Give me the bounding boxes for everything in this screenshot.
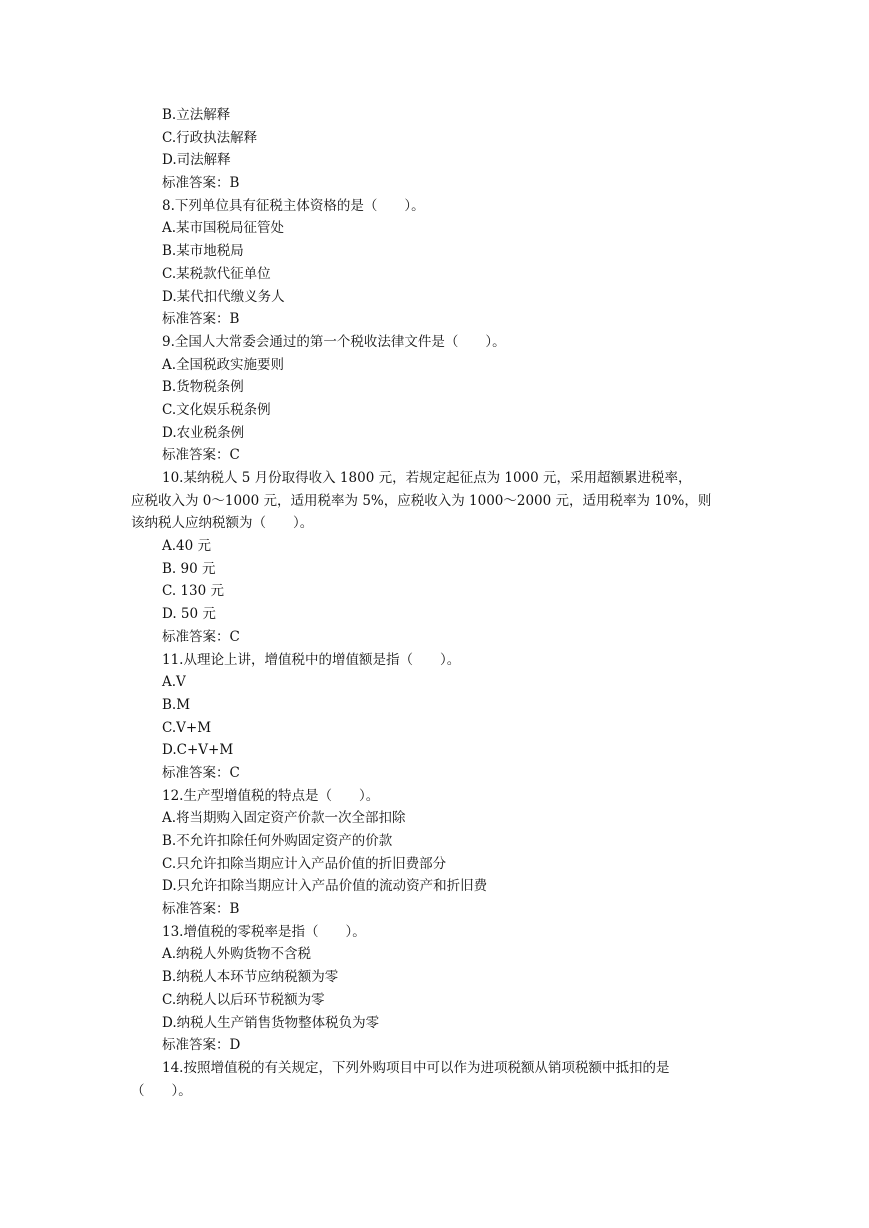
answer-option: B.M bbox=[162, 696, 191, 713]
answer-option: A.全国税政实施要则 bbox=[162, 356, 285, 373]
question-text: 8.下列单位具有征税主体资格的是（ ）。 bbox=[162, 197, 425, 214]
answer-option: D.C+V+M bbox=[162, 742, 234, 759]
answer-option: B.货物税条例 bbox=[162, 379, 244, 396]
answer-option: D.农业税条例 bbox=[162, 424, 245, 441]
answer-option: D. 50 元 bbox=[162, 606, 216, 623]
answer-option: B. 90 元 bbox=[162, 560, 216, 577]
question-text: 10.某纳税人 5 月份取得收入 1800 元，若规定起征点为 1000 元，采用超额累进税率， bbox=[162, 470, 692, 486]
question-continuation: 应税收入为 0～1000 元，适用税率为 5%，应税收入为 1000～2000 元，适用税率为 10%，则 bbox=[131, 492, 712, 509]
question-text: 13.增值税的零税率是指（ ）。 bbox=[162, 923, 366, 940]
answer-option: C.行政执法解释 bbox=[162, 129, 258, 146]
answer-option: A.某市国税局征管处 bbox=[162, 220, 285, 237]
answer-option: B.立法解释 bbox=[162, 107, 231, 123]
answer-option: A.将当期购入固定资产价款一次全部扣除 bbox=[162, 810, 406, 827]
answer-option: B.某市地税局 bbox=[162, 243, 244, 260]
answer-option: A.40 元 bbox=[162, 538, 212, 555]
answer-option: A.V bbox=[162, 674, 186, 691]
answer-option: D.只允许扣除当期应计入产品价值的流动资产和折旧费 bbox=[162, 878, 488, 895]
answer-option: D.纳税人生产销售货物整体税负为零 bbox=[162, 1014, 380, 1031]
answer-option: C.文化娱乐税条例 bbox=[162, 401, 271, 418]
answer-option: C. 130 元 bbox=[162, 583, 224, 600]
question-continuation: （ ）。 bbox=[131, 1082, 192, 1099]
answer-option: B.纳税人本环节应纳税额为零 bbox=[162, 969, 339, 986]
answer-option: B.不允许扣除任何外购固定资产的价款 bbox=[162, 833, 393, 849]
answer-option: A.纳税人外购货物不含税 bbox=[162, 946, 312, 963]
question-text: 11.从理论上讲，增值税中的增值额是指（ ）。 bbox=[162, 651, 461, 668]
standard-answer: 标准答案：C bbox=[162, 628, 240, 645]
standard-answer: 标准答案：B bbox=[162, 901, 240, 918]
standard-answer: 标准答案：D bbox=[162, 1037, 241, 1054]
standard-answer: 标准答案：C bbox=[162, 764, 240, 781]
answer-option: C.只允许扣除当期应计入产品价值的折旧费部分 bbox=[162, 855, 447, 872]
answer-option: C.某税款代征单位 bbox=[162, 265, 271, 282]
standard-answer: 标准答案：C bbox=[162, 447, 240, 464]
standard-answer: 标准答案：B bbox=[162, 311, 240, 328]
standard-answer: 标准答案：B bbox=[162, 175, 240, 192]
answer-option: C.纳税人以后环节税额为零 bbox=[162, 991, 325, 1008]
answer-option: D.司法解释 bbox=[162, 152, 231, 169]
question-continuation: 该纳税人应纳税额为（ ）。 bbox=[131, 515, 314, 532]
document-page bbox=[0, 104, 869, 1102]
question-text: 9.全国人大常委会通过的第一个税收法律文件是（ ）。 bbox=[162, 333, 506, 350]
question-text: 14.按照增值税的有关规定，下列外购项目中可以作为进项税额从销项税额中抵扣的是 bbox=[162, 1059, 670, 1076]
answer-option: D.某代扣代缴义务人 bbox=[162, 288, 285, 305]
answer-option: C.V+M bbox=[162, 719, 212, 736]
question-text: 12.生产型增值税的特点是（ ）。 bbox=[162, 787, 380, 804]
